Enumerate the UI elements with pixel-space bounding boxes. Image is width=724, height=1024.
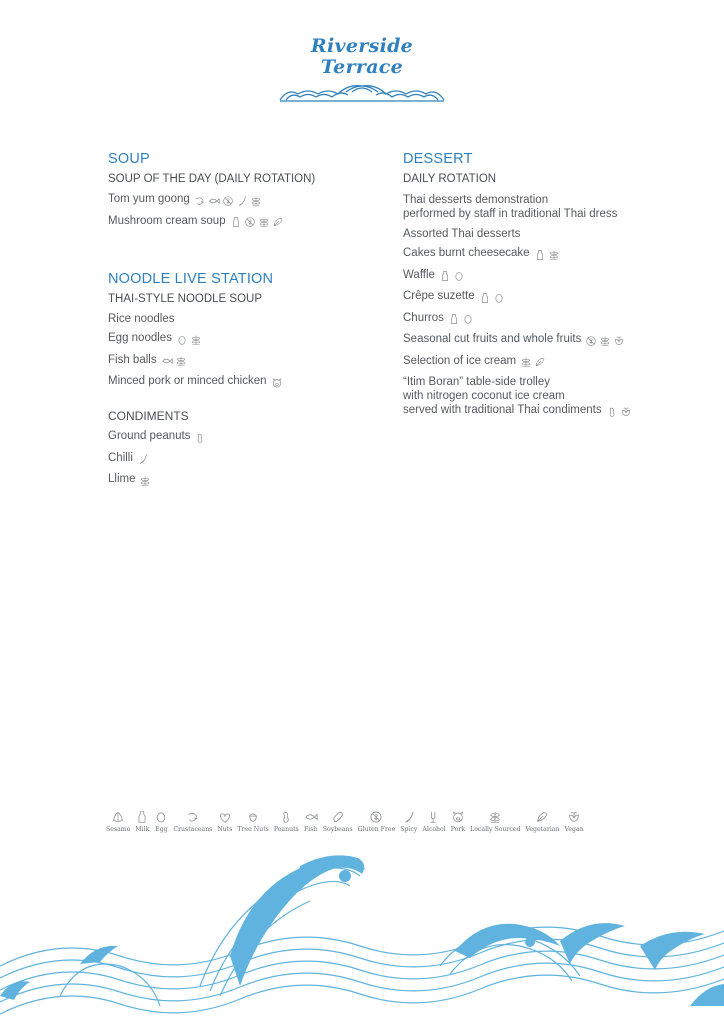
locally-sourced-icon (258, 216, 270, 228)
menu-item-name: Tom yum goong (108, 193, 190, 205)
menu-item (108, 312, 408, 326)
egg-icon (176, 334, 188, 346)
nuts-icon (218, 810, 232, 824)
fish-icon (304, 810, 318, 824)
menu-item (108, 451, 408, 467)
allergen-icons (194, 194, 264, 208)
condiments-title: CONDIMENTS (108, 409, 189, 423)
milk-icon (230, 216, 242, 228)
milk-icon (479, 292, 491, 304)
menu-item-name: Chilli (108, 451, 133, 464)
milk-icon (439, 270, 451, 282)
gluten-free-icon (369, 810, 383, 824)
legend-item (106, 810, 130, 833)
menu-item (403, 311, 703, 327)
egg-icon (154, 810, 168, 824)
legend-item (451, 810, 465, 833)
menu-item-name: Thai desserts demonstration (403, 194, 549, 206)
wave-illustration (0, 846, 724, 1024)
allergen-icons (585, 334, 627, 348)
menu-item (108, 374, 408, 390)
logo-line-1: Riverside (310, 35, 414, 57)
spicy-icon (137, 453, 149, 465)
legend-label: Milk (135, 826, 150, 833)
menu-item (108, 429, 408, 445)
menu-item-name: Fish balls (108, 353, 157, 366)
legend-item (154, 810, 168, 833)
menu-item-name: Waffle (403, 268, 435, 281)
menu-item (108, 192, 408, 208)
menu-item-name: served with traditional Thai condiments (403, 404, 602, 416)
egg-icon (493, 292, 505, 304)
noodle-subtitle: THAI-STYLE NOODLE SOUP (108, 292, 263, 305)
legend-label: Vegan (564, 826, 584, 833)
egg-icon (453, 270, 465, 282)
legend-item (323, 810, 353, 833)
locally-sourced-icon (175, 355, 187, 367)
vegan-icon (613, 335, 625, 347)
allergen-icons (161, 355, 189, 369)
locally-sourced-icon (548, 249, 560, 261)
gluten-free-icon (585, 335, 597, 347)
legend-item (564, 810, 583, 833)
legend-item (358, 810, 396, 833)
logo-line-2: Terrace (320, 56, 404, 78)
menu-item-name: Churros (403, 311, 444, 324)
locally-sourced-icon (139, 475, 151, 487)
legend-label: Sesame (106, 826, 131, 833)
soybeans-icon (331, 810, 345, 824)
left-column (108, 150, 408, 494)
legend-label: Nuts (217, 826, 233, 833)
allergen-icons (271, 376, 285, 390)
menu-item (108, 472, 408, 488)
legend-label: Locally Sourced (470, 826, 521, 833)
legend-label: Crustaceans (173, 826, 213, 833)
legend-label: Alcohol (422, 826, 446, 833)
soup-title: SOUP (108, 151, 150, 167)
locally-sourced-icon (599, 335, 611, 347)
legend-label: Egg (155, 826, 168, 833)
soup-section (108, 150, 408, 230)
allergen-icons (176, 333, 204, 347)
legend-item (173, 810, 212, 833)
menu-item-name: Assorted Thai desserts (403, 227, 521, 240)
legend-label: Spicy (400, 826, 418, 833)
pork-icon (451, 810, 465, 824)
allergen-icons (194, 431, 208, 445)
spicy-icon (236, 195, 248, 207)
pork-icon (271, 377, 283, 389)
dessert-title: DESSERT (403, 151, 473, 167)
alcohol-icon (427, 810, 441, 824)
menu-item-name: “Itim Boran” table-side trolley (403, 376, 550, 388)
crustaceans-icon (186, 810, 200, 824)
legend-label: Gluten Free (357, 826, 396, 833)
legend-item (274, 810, 299, 833)
right-column (403, 150, 703, 425)
fish-icon (161, 355, 173, 367)
soup-subtitle: SOUP OF THE DAY (DAILY ROTATION) (108, 173, 316, 185)
menu-item (403, 332, 703, 348)
locally-sourced-icon (250, 195, 262, 207)
allergen-icons (230, 216, 286, 230)
allergen-icons (439, 270, 467, 284)
allergen-icons (606, 405, 634, 419)
menu-item-name: Seasonal cut fruits and whole fruits (403, 333, 582, 345)
dessert-section (403, 150, 703, 419)
locally-sourced-icon (488, 810, 502, 824)
legend-label: Vegetarian (525, 826, 560, 833)
peanuts-icon (194, 432, 206, 444)
legend-item (470, 810, 520, 833)
vegetarian-icon (535, 810, 549, 824)
allergen-icons (534, 248, 562, 262)
fish-icon (208, 195, 220, 207)
menu-item (108, 353, 408, 369)
allergen-icons (520, 356, 548, 370)
gluten-free-icon (244, 216, 256, 228)
legend-label: Fish (304, 826, 318, 833)
menu-item-name: Rice noodles (108, 312, 175, 325)
sesame-icon (111, 810, 125, 824)
milk-icon (135, 810, 149, 824)
allergen-icons (137, 453, 151, 467)
locally-sourced-icon (520, 356, 532, 368)
logo-wave-icon (278, 80, 446, 102)
legend-label: Soybeans (322, 826, 353, 833)
menu-item-name: Crêpe suzette (403, 290, 475, 302)
menu-item-name: Ground peanuts (108, 430, 191, 442)
menu-item (108, 214, 408, 230)
menu-item-name: with nitrogen coconut ice cream (403, 390, 565, 402)
crustaceans-icon (194, 195, 206, 207)
vegan-icon (567, 810, 581, 824)
allergen-legend (106, 810, 626, 833)
peanuts-icon (606, 406, 618, 418)
legend-item (217, 810, 232, 833)
milk-icon (534, 249, 546, 261)
legend-item (422, 810, 445, 833)
menu-item (403, 289, 703, 305)
menu-item (403, 268, 703, 284)
menu-item-name: Cakes burnt cheesecake (403, 247, 530, 259)
menu-item-name: Egg noodles (108, 332, 172, 344)
milk-icon (448, 313, 460, 325)
menu-item-name: performed by staff in traditional Thai dress (403, 208, 618, 220)
allergen-icons (139, 474, 153, 488)
menu-item-name: Llime (108, 473, 136, 485)
noodle-section (108, 270, 408, 391)
legend-label: Pork (450, 826, 466, 833)
vegan-icon (620, 406, 632, 418)
peanuts-icon (279, 810, 293, 824)
allergen-icons (448, 313, 476, 327)
menu-item-name: Selection of ice cream (403, 354, 517, 367)
gluten-free-icon (222, 195, 234, 207)
menu-item-name: Mushroom cream soup (108, 214, 226, 227)
tree-nuts-icon (246, 810, 260, 824)
menu-item (403, 193, 703, 221)
spicy-icon (402, 810, 416, 824)
menu-item (108, 331, 408, 347)
allergen-icons (479, 291, 507, 305)
noodle-title: NOODLE LIVE STATION (108, 270, 274, 287)
dessert-subtitle: DAILY ROTATION (403, 173, 497, 185)
menu-item (403, 375, 703, 419)
menu-item (403, 354, 703, 370)
legend-item (237, 810, 268, 833)
legend-item (135, 810, 149, 833)
vegetarian-icon (534, 356, 546, 368)
legend-item (526, 810, 560, 833)
condiments-section (108, 409, 408, 488)
menu-item (403, 246, 703, 262)
menu-item-name: Minced pork or minced chicken (108, 375, 267, 387)
vegetarian-icon (272, 216, 284, 228)
logo (262, 36, 462, 102)
menu-item (403, 227, 703, 241)
egg-icon (462, 313, 474, 325)
legend-label: Tree Nuts (237, 826, 269, 833)
legend-item (400, 810, 417, 833)
locally-sourced-icon (190, 334, 202, 346)
legend-label: Peanuts (273, 826, 299, 833)
legend-item (304, 810, 318, 833)
